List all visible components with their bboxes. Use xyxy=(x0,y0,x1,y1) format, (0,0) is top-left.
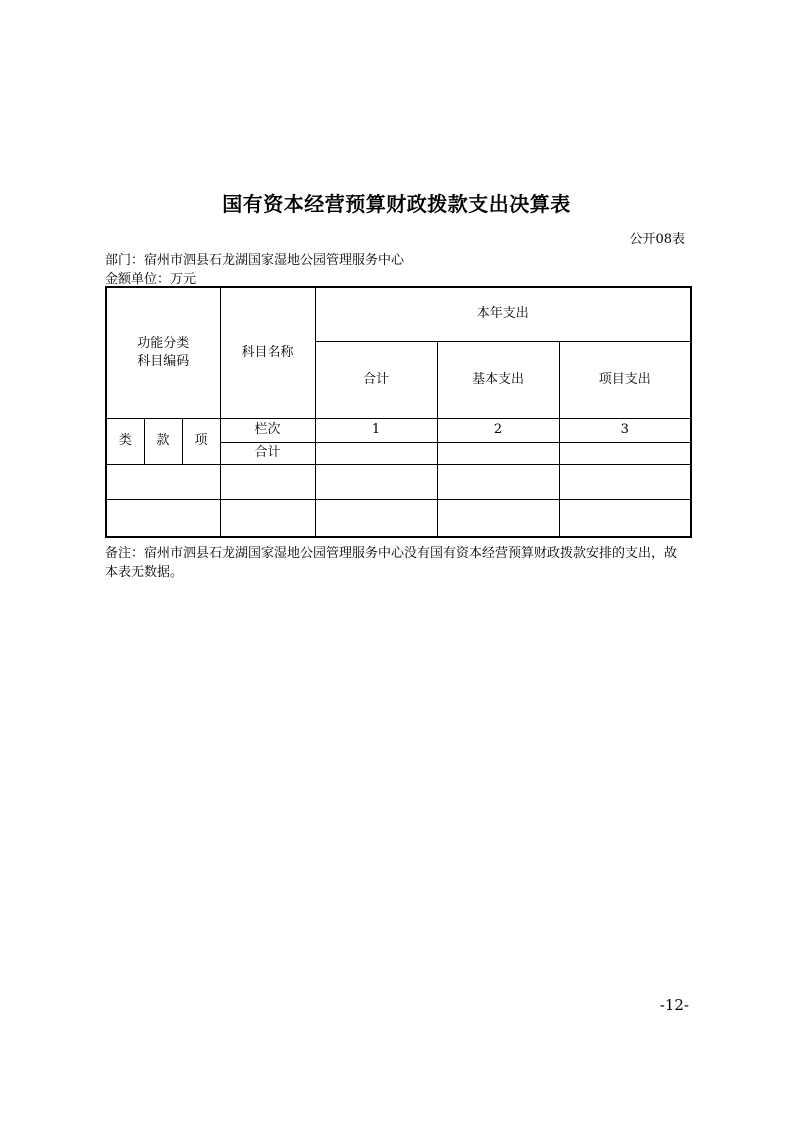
empty-cell xyxy=(106,499,220,537)
expenditure-table xyxy=(105,286,692,538)
empty-cell xyxy=(559,464,691,499)
col-total-header: 合计 xyxy=(315,341,437,418)
note-line-2: 本表无数据。 xyxy=(105,565,184,580)
subject-name-header: 科目名称 xyxy=(220,287,315,418)
note-line-1: 备注：宿州市泗县石龙湖国家湿地公园管理服务中心没有国有资本经营预算财政拨款安排的支出，故 xyxy=(105,546,678,561)
index-3: 3 xyxy=(559,418,691,442)
col-basic-header: 基本支出 xyxy=(437,341,559,418)
lei-header: 类 xyxy=(106,418,144,464)
empty-row xyxy=(106,499,691,537)
empty-cell xyxy=(220,499,315,537)
index-1: 1 xyxy=(315,418,437,442)
index-row xyxy=(106,418,691,442)
index-2: 2 xyxy=(437,418,559,442)
header-row-1 xyxy=(106,287,691,341)
total-cell xyxy=(315,442,437,464)
row-total-label: 合计 xyxy=(220,442,315,464)
amount-unit-label: 金额单位：万元 xyxy=(105,272,197,287)
empty-cell xyxy=(559,499,691,537)
func-class-line1: 功能分类 xyxy=(137,335,190,351)
empty-cell xyxy=(315,499,437,537)
current-year-expense-header: 本年支出 xyxy=(315,287,691,341)
page-number: -12- xyxy=(659,996,689,1014)
empty-cell xyxy=(315,464,437,499)
department-label: 部门：宿州市泗县石龙湖国家湿地公园管理服务中心 xyxy=(105,253,405,268)
note xyxy=(105,544,695,582)
empty-row xyxy=(106,464,691,499)
total-cell xyxy=(437,442,559,464)
kuan-header: 款 xyxy=(144,418,182,464)
empty-cell xyxy=(437,464,559,499)
form-number: 公开08表 xyxy=(629,232,685,247)
page-title: 国有资本经营预算财政拨款支出决算表 xyxy=(222,192,571,216)
xiang-header: 项 xyxy=(182,418,220,464)
func-class-header xyxy=(106,287,220,418)
col-project-header: 项目支出 xyxy=(559,341,691,418)
empty-cell xyxy=(106,464,220,499)
row-index-label: 栏次 xyxy=(220,418,315,442)
empty-cell xyxy=(437,499,559,537)
total-cell xyxy=(559,442,691,464)
empty-cell xyxy=(220,464,315,499)
func-class-line2: 科目编码 xyxy=(137,353,190,369)
